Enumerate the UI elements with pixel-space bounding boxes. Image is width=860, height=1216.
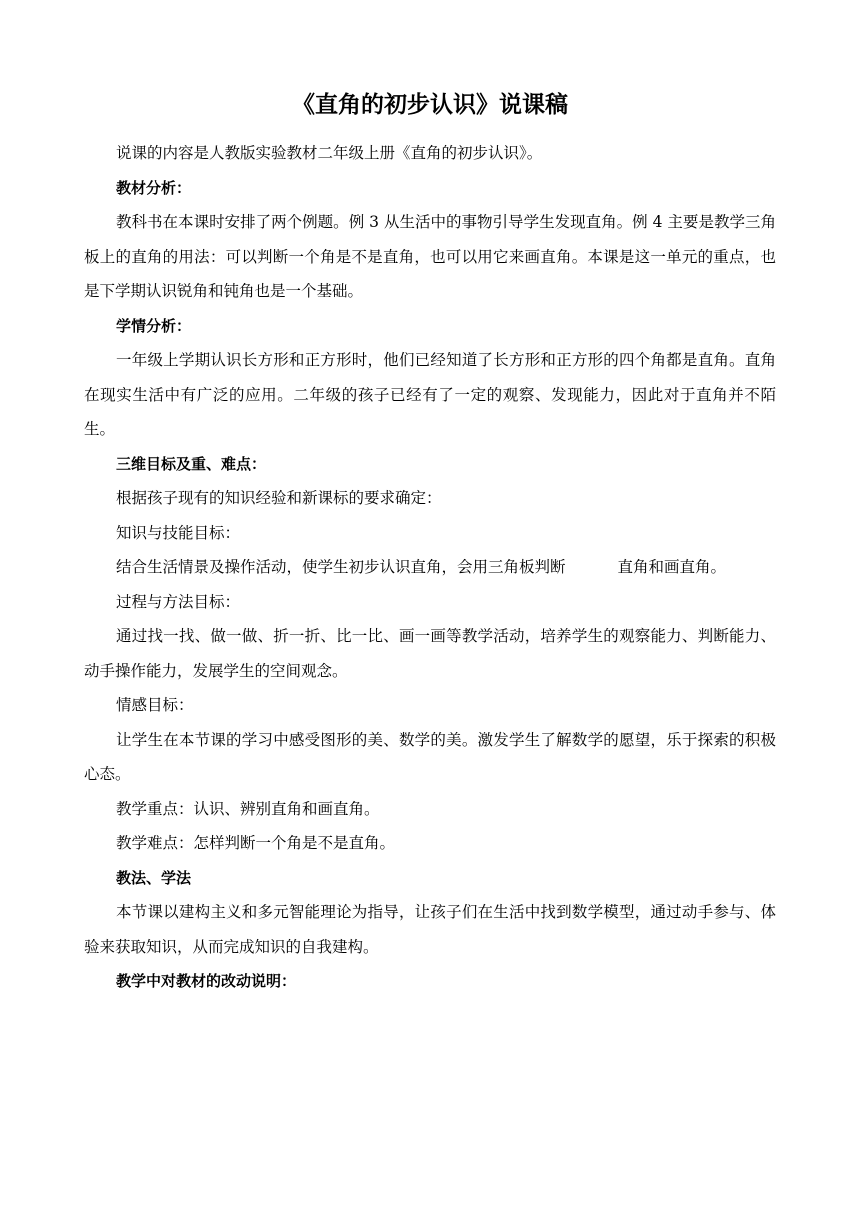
difficulty-point: 教学难点：怎样判断一个角是不是直角。	[116, 834, 396, 852]
changes-heading: 教学中对教材的改动说明：	[116, 972, 297, 990]
process-label: 过程与方法目标：	[116, 592, 241, 611]
document-body	[84, 136, 776, 999]
materials-heading: 教材分析：	[116, 178, 192, 197]
students-paragraph: 一年级上学期认识长方形和正方形时，他们已经知道了长方形和正方形的四个角都是直角。直角在现实生活中有广泛的应用。二年级的孩子已经有了一定的观察、发现能力，因此对于直角并不陌生。	[84, 351, 776, 438]
goals-heading: 三维目标及重、难点：	[116, 454, 267, 473]
knowledge-text-a: 结合生活情景及操作活动，使学生初步认识直角，会用三角板判断	[116, 558, 566, 576]
knowledge-label: 知识与技能目标：	[116, 523, 241, 542]
goals-basis: 根据孩子现有的知识经验和新课标的要求确定：	[116, 489, 442, 507]
document-title: 《直角的初步认识》说课稿	[292, 92, 568, 118]
key-point: 教学重点：认识、辨别直角和画直角。	[116, 799, 380, 818]
students-heading: 学情分析：	[116, 316, 192, 335]
emotion-paragraph: 让学生在本节课的学习中感受图形的美、数学的美。激发学生了解数学的愿望，乐于探索的积极心态。	[84, 730, 776, 783]
intro-paragraph: 说课的内容是人教版实验教材二年级上册《直角的初步认识》。	[116, 144, 543, 162]
methods-paragraph: 本节课以建构主义和多元智能理论为指导，让孩子们在生活中找到数学模型，通过动手参与、体验来获取知识，从而完成知识的自我建构。	[84, 903, 776, 956]
materials-paragraph: 教科书在本课时安排了两个例题。例 3 从生活中的事物引导学生发现直角。例 4 主要是教学三角板上的直角的用法：可以判断一个角是不是直角，也可以用它来画直角。本课是这一单元的重点，也是下学期认识锐角和钝角也是一个基础。	[84, 213, 776, 300]
emotion-label: 情感目标：	[116, 696, 194, 714]
knowledge-text-b: 直角和画直角。	[617, 558, 727, 576]
process-paragraph: 通过找一找、做一做、折一折、比一比、画一画等教学活动，培养学生的观察能力、判断能力、动手操作能力，发展学生的空间观念。	[84, 627, 776, 680]
knowledge-paragraph	[84, 550, 776, 585]
methods-heading: 教法、学法	[116, 868, 192, 887]
